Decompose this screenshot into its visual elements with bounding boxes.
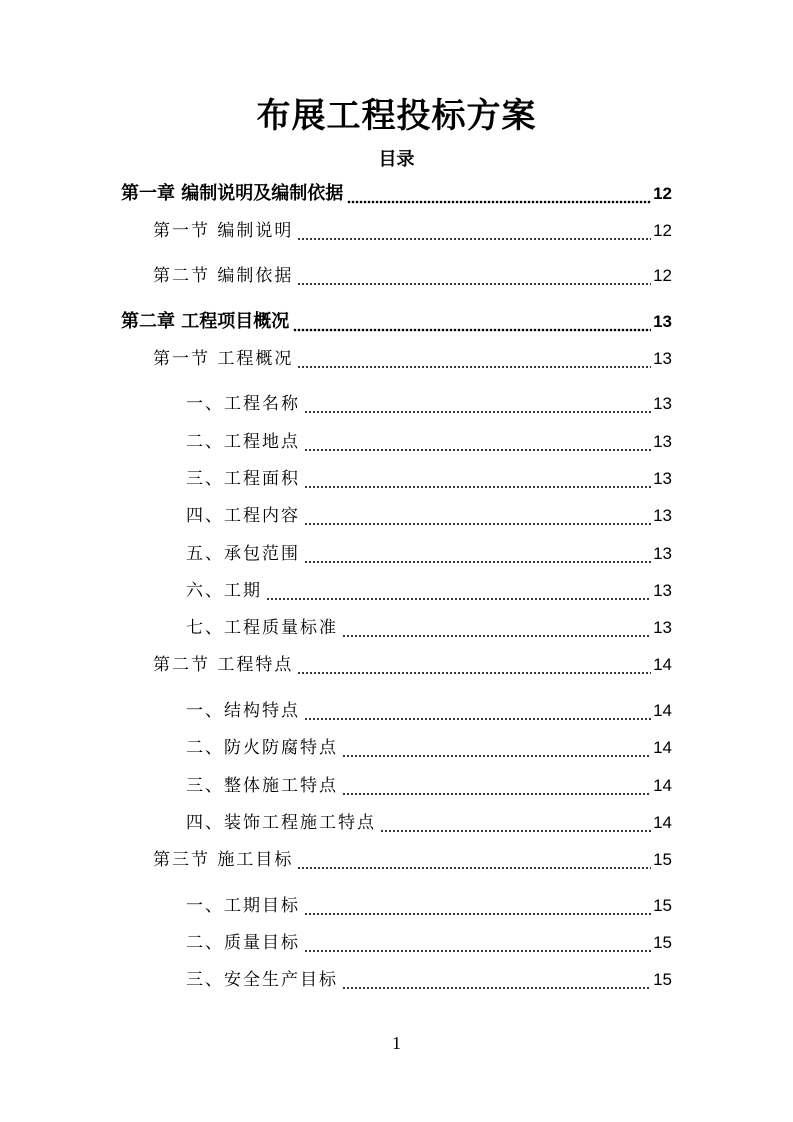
toc-entry-label: 第二节 工程特点 <box>153 655 294 675</box>
toc-entry[interactable] <box>186 391 672 417</box>
dot-leader <box>297 652 651 678</box>
toc-entry-page: 12 <box>653 184 672 203</box>
dot-leader <box>347 181 651 207</box>
toc-entry-label: 三、整体施工特点 <box>186 776 338 796</box>
dot-leader <box>342 615 651 641</box>
toc-entry-page: 13 <box>653 432 672 451</box>
toc-entry[interactable] <box>186 429 672 455</box>
toc-entry-page: 14 <box>653 738 672 757</box>
dot-leader <box>380 810 651 836</box>
toc-entry-page: 13 <box>653 581 672 600</box>
dot-leader <box>266 578 651 604</box>
dot-leader <box>304 503 651 529</box>
toc-entry-label: 二、质量目标 <box>186 933 300 953</box>
toc-entry-page: 13 <box>653 618 672 637</box>
toc-entry[interactable] <box>153 346 672 372</box>
toc-entry-label: 第二章 工程项目概况 <box>121 311 290 332</box>
dot-leader <box>293 309 651 335</box>
toc-entry[interactable] <box>153 218 672 244</box>
toc-entry-label: 一、工程名称 <box>186 394 300 414</box>
toc-entry[interactable] <box>186 773 672 799</box>
toc-entry-page: 14 <box>653 701 672 720</box>
dot-leader <box>304 541 651 567</box>
toc-entry-page: 12 <box>653 266 672 285</box>
toc-entry-page: 14 <box>653 655 672 674</box>
toc-entry-page: 15 <box>653 850 672 869</box>
dot-leader <box>297 346 651 372</box>
toc-entry-page: 15 <box>653 933 672 952</box>
dot-leader <box>304 698 651 724</box>
toc-entry[interactable] <box>153 263 672 289</box>
toc-entry[interactable] <box>186 698 672 724</box>
toc-entry[interactable] <box>121 309 672 335</box>
toc-entry[interactable] <box>153 847 672 873</box>
dot-leader <box>342 773 651 799</box>
toc-entry[interactable] <box>121 181 672 207</box>
toc-entry[interactable] <box>186 615 672 641</box>
toc-entry-label: 四、装饰工程施工特点 <box>186 813 376 833</box>
toc-entry-page: 13 <box>653 394 672 413</box>
toc-entry-label: 第一章 编制说明及编制依据 <box>121 183 344 204</box>
dot-leader <box>304 391 651 417</box>
toc-entry-page: 13 <box>653 349 672 368</box>
toc-entry-label: 二、防火防腐特点 <box>186 738 338 758</box>
toc-entry-label: 五、承包范围 <box>186 544 300 564</box>
document-title: 布展工程投标方案 <box>256 96 537 136</box>
toc-entry[interactable] <box>186 893 672 919</box>
toc-entry-page: 14 <box>653 813 672 832</box>
toc-entry-page: 15 <box>653 896 672 915</box>
dot-leader <box>297 847 651 873</box>
dot-leader <box>304 429 651 455</box>
toc-entry-label: 六、工期 <box>186 581 262 601</box>
dot-leader <box>342 735 651 761</box>
toc-entry[interactable] <box>186 578 672 604</box>
toc-entry[interactable] <box>186 810 672 836</box>
toc-entry[interactable] <box>186 735 672 761</box>
toc-entry-label: 三、工程面积 <box>186 469 300 489</box>
dot-leader <box>304 466 651 492</box>
page-number: 1 <box>392 1033 401 1053</box>
toc-entry[interactable] <box>186 503 672 529</box>
toc-heading: 目录 <box>378 149 415 170</box>
toc-entry-label: 第一节 工程概况 <box>153 349 294 369</box>
toc-entry-page: 12 <box>653 221 672 240</box>
toc-entry-label: 一、结构特点 <box>186 701 300 721</box>
toc-entry[interactable] <box>186 930 672 956</box>
toc-entry-page: 14 <box>653 776 672 795</box>
toc-entry[interactable] <box>186 466 672 492</box>
toc-entry-label: 第二节 编制依据 <box>153 266 294 286</box>
dot-leader <box>297 218 651 244</box>
toc-entry-page: 13 <box>653 506 672 525</box>
toc-entry-page: 15 <box>653 970 672 989</box>
dot-leader <box>304 893 651 919</box>
toc-entry-label: 二、工程地点 <box>186 432 300 452</box>
toc-entry-page: 13 <box>653 312 672 331</box>
dot-leader <box>297 263 651 289</box>
toc-entry-label: 七、工程质量标准 <box>186 618 338 638</box>
toc-entry-label: 第三节 施工目标 <box>153 850 294 870</box>
toc-entry-page: 13 <box>653 544 672 563</box>
toc-entry-label: 四、工程内容 <box>186 506 300 526</box>
toc-entry[interactable] <box>186 967 672 993</box>
toc-entry-label: 三、安全生产目标 <box>186 970 338 990</box>
toc-entry[interactable] <box>153 652 672 678</box>
toc-entry[interactable] <box>186 541 672 567</box>
toc-entry-label: 一、工期目标 <box>186 896 300 916</box>
dot-leader <box>304 930 651 956</box>
toc-entry-label: 第一节 编制说明 <box>153 221 294 241</box>
dot-leader <box>342 967 651 993</box>
toc-entry-page: 13 <box>653 469 672 488</box>
